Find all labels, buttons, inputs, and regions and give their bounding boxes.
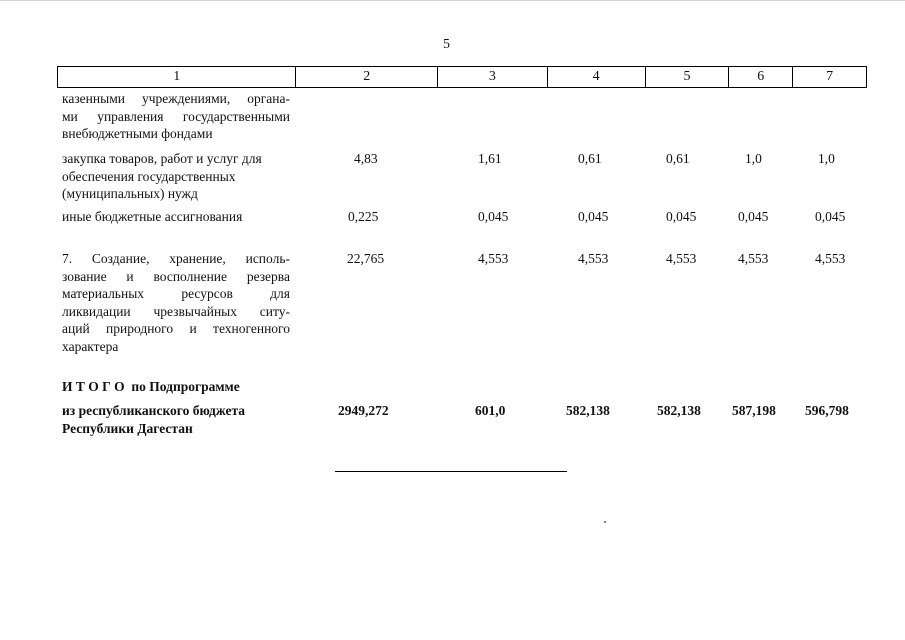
cell-col-3: 1,61 (478, 151, 502, 166)
cell-col-6: 1,0 (745, 151, 762, 166)
total-col-3: 601,0 (475, 403, 506, 418)
total-col-4: 582,138 (566, 403, 610, 418)
header-col-4: 4 (547, 67, 645, 87)
cell-col-5: 0,61 (666, 151, 690, 166)
header-col-5: 5 (645, 67, 729, 87)
total-label: из республиканского бюджета Республики Дагестан (62, 403, 245, 436)
end-separator-line (335, 471, 567, 472)
table-header (57, 66, 867, 88)
cell-col-2: 0,225 (348, 209, 379, 224)
page-number: 5 (443, 37, 450, 52)
cell-col-5: 0,045 (666, 209, 697, 224)
cell-col-4: 0,045 (578, 209, 609, 224)
row-label: 7. Создание, хранение, исполь- зование и восполнение резерва материальных ресурсов для ликвидации чрезвычайных ситу- аций природного и техногенного характера (62, 251, 290, 354)
header-col-2: 2 (295, 67, 437, 87)
cell-col-4: 4,553 (578, 251, 609, 266)
header-col-7: 7 (792, 67, 866, 87)
cell-col-4: 0,61 (578, 151, 602, 166)
cell-col-6: 4,553 (738, 251, 769, 266)
total-col-2: 2949,272 (338, 403, 389, 418)
total-col-6: 587,198 (732, 403, 776, 418)
scan-top-edge (0, 0, 905, 1)
cell-col-6: 0,045 (738, 209, 769, 224)
header-col-6: 6 (728, 67, 792, 87)
total-col-7: 596,798 (805, 403, 849, 418)
header-col-1: 1 (173, 69, 181, 84)
header-col-3: 3 (437, 67, 547, 87)
cell-col-7: 1,0 (818, 151, 835, 166)
row-label: казенными учреждениями, органа- ми управления государственными внебюджетными фондами (62, 91, 290, 141)
total-col-5: 582,138 (657, 403, 701, 418)
cell-col-3: 4,553 (478, 251, 509, 266)
cell-col-2: 4,83 (354, 151, 378, 166)
cell-col-5: 4,553 (666, 251, 697, 266)
cell-col-3: 0,045 (478, 209, 509, 224)
cell-col-7: 4,553 (815, 251, 846, 266)
cell-col-7: 0,045 (815, 209, 846, 224)
scan-speck (604, 521, 606, 523)
total-heading: И Т О Г О по Подпрограмме (62, 379, 240, 394)
cell-col-2: 22,765 (347, 251, 385, 266)
row-label: иные бюджетные ассигнования (62, 209, 243, 224)
row-label: закупка товаров, работ и услуг для обеспечения государственных (муниципальных) нужд (62, 151, 262, 201)
